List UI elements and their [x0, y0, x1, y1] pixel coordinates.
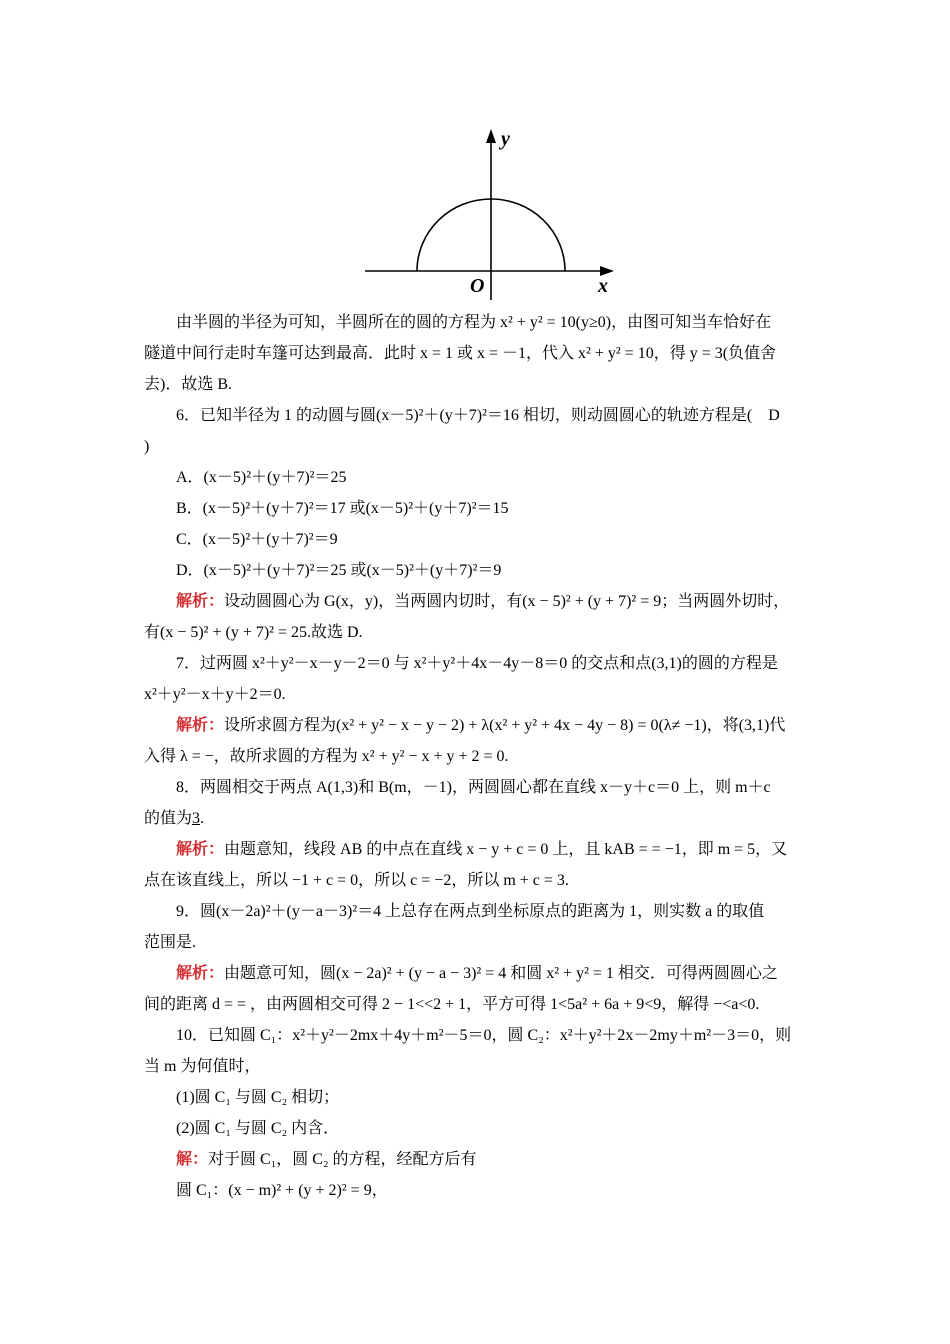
text-line: 间的距离 d = = ，由两圆相交可得 2 − 1<<2 + 1，平方可得 1<5a² + 6a + 9<9，解得 −<a<0. — [144, 996, 760, 1013]
solution-label: 解析： — [176, 841, 225, 858]
text-line: 由半圆的半径为可知，半圆所在的圆的方程为 x² + y² = 10(y≥0)，由图可知当车恰好在 — [176, 314, 772, 331]
x-axis-label: x — [598, 275, 608, 297]
question-6: 6．已知半径为 1 的动圆与圆(x－5)²＋(y＋7)²＝16 相切，则动圆圆心的轨迹方程是( D — [176, 407, 780, 424]
option-a: A．(x－5)²＋(y＋7)²＝25 — [176, 469, 347, 486]
text-line: 圆 C₁：(x − m)² + (y + 2)² = 9， — [176, 1182, 388, 1199]
text-line: 去)．故选 B. — [144, 376, 233, 393]
answer-suffix: . — [200, 810, 205, 827]
text-line: 范围是. — [144, 934, 197, 951]
solution-label: 解： — [176, 1151, 209, 1168]
solution-text: 对于圆 C₁，圆 C₂ 的方程，经配方后有 — [208, 1151, 477, 1168]
y-axis-arrow — [486, 129, 496, 143]
solution-10 — [176, 1149, 477, 1171]
solution-text: 设所求圆方程为(x² + y² − x − y − 2) + λ(x² + y² + 4x − 4y − 8) = 0(λ≠ −1)，将(3,1)代 — [224, 717, 786, 734]
option-d: D．(x－5)²＋(y＋7)²＝25 或(x－5)²＋(y＋7)²＝9 — [176, 562, 502, 579]
solution-text: 由题意可知，圆(x − 2a)² + (y − a − 3)² = 4 和圆 x² + y² = 1 相交．可得两圆圆心之 — [224, 965, 778, 982]
solution-label: 解析： — [176, 965, 225, 982]
text-line: 点在该直线上，所以 −1 + c = 0，所以 c = −2，所以 m + c = 3. — [144, 872, 569, 889]
text-line: 当 m 为何值时， — [144, 1058, 261, 1075]
solution-label: 解析： — [176, 717, 225, 734]
text-line: 有(x − 5)² + (y + 7)² = 25.故选 D. — [144, 624, 363, 641]
solution-text: 由题意知，线段 AB 的中点在直线 x − y + c = 0 上，且 kAB = = −1，即 m = 5，又 — [224, 841, 788, 858]
solution-6 — [176, 591, 789, 613]
question-6-cont: ) — [144, 438, 150, 455]
question-7-answer: x²＋y²－x＋y＋2＝0. — [144, 686, 286, 703]
answer-prefix: 的值为 — [144, 810, 193, 827]
question-10: 10．已知圆 C₁：x²＋y²－2mx＋4y＋m²－5＝0，圆 C₂：x²＋y²＋2x－2my＋m²－3＝0，则 — [176, 1027, 792, 1044]
solution-text: 设动圆圆心为 G(x，y)，当两圆内切时，有(x − 5)² + (y + 7)² = 9；当两圆外切时， — [224, 593, 790, 610]
solution-8 — [176, 839, 787, 861]
solution-7 — [176, 715, 785, 737]
answer-value: 3 — [192, 810, 201, 827]
semicircle-figure — [360, 125, 620, 300]
solution-label: 解析： — [176, 593, 225, 610]
subquestion-2: (2)圆 C₁ 与圆 C₂ 内含． — [176, 1120, 340, 1137]
text-line: 隧道中间行走时车篷可达到最高．此时 x = 1 或 x = －1，代入 x² + y² = 10，得 y = 3(负值舍 — [144, 345, 777, 362]
origin-label: O — [470, 275, 485, 297]
question-9: 9．圆(x－2a)²＋(y－a－3)²＝4 上总存在两点到坐标原点的距离为 1，则实数 a 的取值 — [176, 903, 765, 920]
option-c: C．(x－5)²＋(y＋7)²＝9 — [176, 531, 338, 548]
solution-9 — [176, 963, 778, 985]
question-8: 8．两圆相交于两点 A(1,3)和 B(m，－1)，两圆圆心都在直线 x－y＋c＝0 上，则 m＋c — [176, 779, 771, 796]
question-8-answer — [144, 808, 204, 830]
option-b: B．(x－5)²＋(y＋7)²＝17 或(x－5)²＋(y＋7)²＝15 — [176, 500, 509, 517]
question-7: 7．过两圆 x²＋y²－x－y－2＝0 与 x²＋y²＋4x－4y－8＝0 的交点和点(3,1)的圆的方程是 — [176, 655, 778, 672]
y-axis-label: y — [501, 128, 510, 150]
text-line: 入得 λ = −，故所求圆的方程为 x² + y² − x + y + 2 = 0. — [144, 748, 509, 765]
subquestion-1: (1)圆 C₁ 与圆 C₂ 相切； — [176, 1089, 340, 1106]
